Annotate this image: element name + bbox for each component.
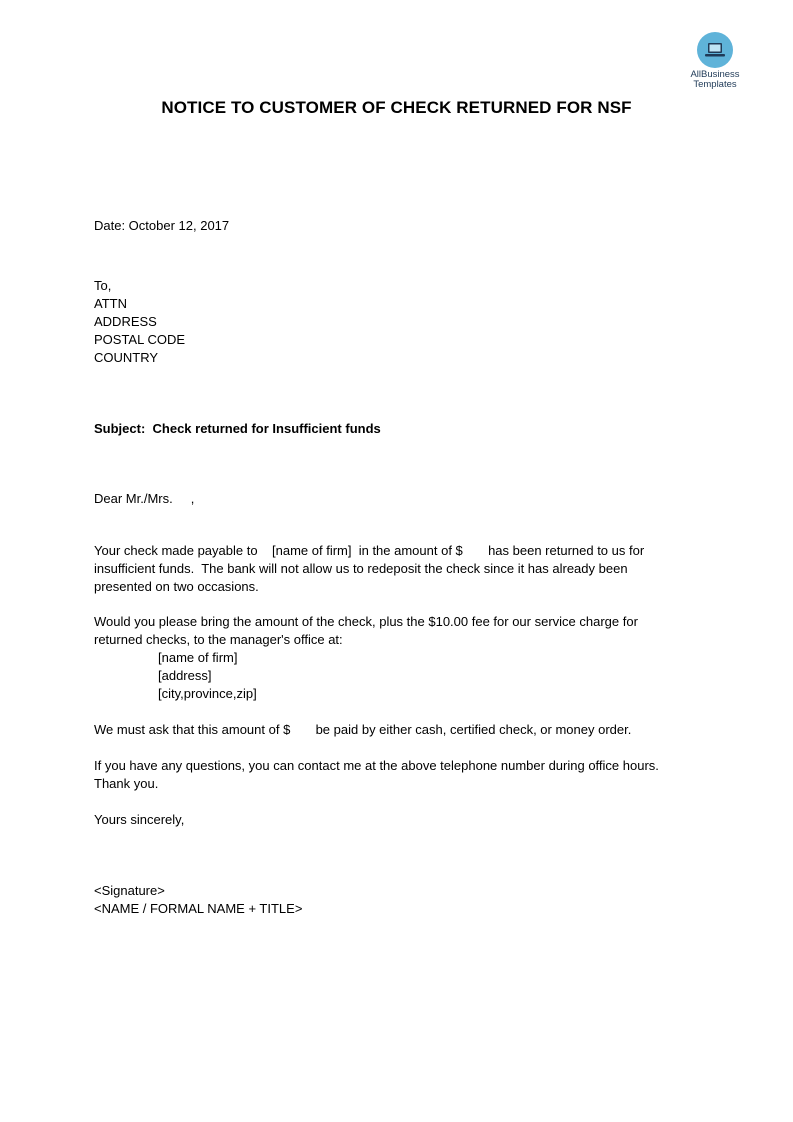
paragraph3: We must ask that this amount of $ be paid by either cash, certified check, or money order. [94,722,632,737]
paragraph2-line1: Would you please bring the amount of the check, plus the $10.00 fee for our service charge for [94,614,638,629]
office-city-province-zip: [city,province,zip] [158,686,257,701]
office-address: [address] [158,668,212,683]
paragraph1-line1: Your check made payable to [name of firm] in the amount of $ has been returned to us for [94,543,645,558]
paragraph1-line3: presented on two occasions. [94,579,259,594]
paragraph2-line2: returned checks, to the manager's office at: [94,632,343,647]
allbusiness-templates-logo [680,30,750,90]
recipient-attn: ATTN [94,296,127,311]
name-title-placeholder: <NAME / FORMAL NAME + TITLE> [94,901,303,916]
recipient-address: ADDRESS [94,314,157,329]
recipient-to: To, [94,278,112,293]
document-title: NOTICE TO CUSTOMER OF CHECK RETURNED FOR NSF [161,98,632,117]
date-line: Date: October 12, 2017 [94,218,230,233]
signature-placeholder: <Signature> [94,883,165,898]
closing: Yours sincerely, [94,812,185,827]
office-firm-name: [name of firm] [158,650,238,665]
paragraph1-line2: insufficient funds. The bank will not allow us to redeposit the check since it has already been [94,561,628,576]
logo-text: AllBusiness Templates [690,69,740,90]
recipient-postal-code: POSTAL CODE [94,332,186,347]
laptop-icon [697,32,733,68]
salutation: Dear Mr./Mrs. , [94,491,195,506]
recipient-country: COUNTRY [94,350,159,365]
subject-line: Subject: Check returned for Insufficient funds [94,421,381,436]
paragraph4-line2: Thank you. [94,776,159,791]
paragraph4-line1: If you have any questions, you can contact me at the above telephone number during office hours. [94,758,659,773]
